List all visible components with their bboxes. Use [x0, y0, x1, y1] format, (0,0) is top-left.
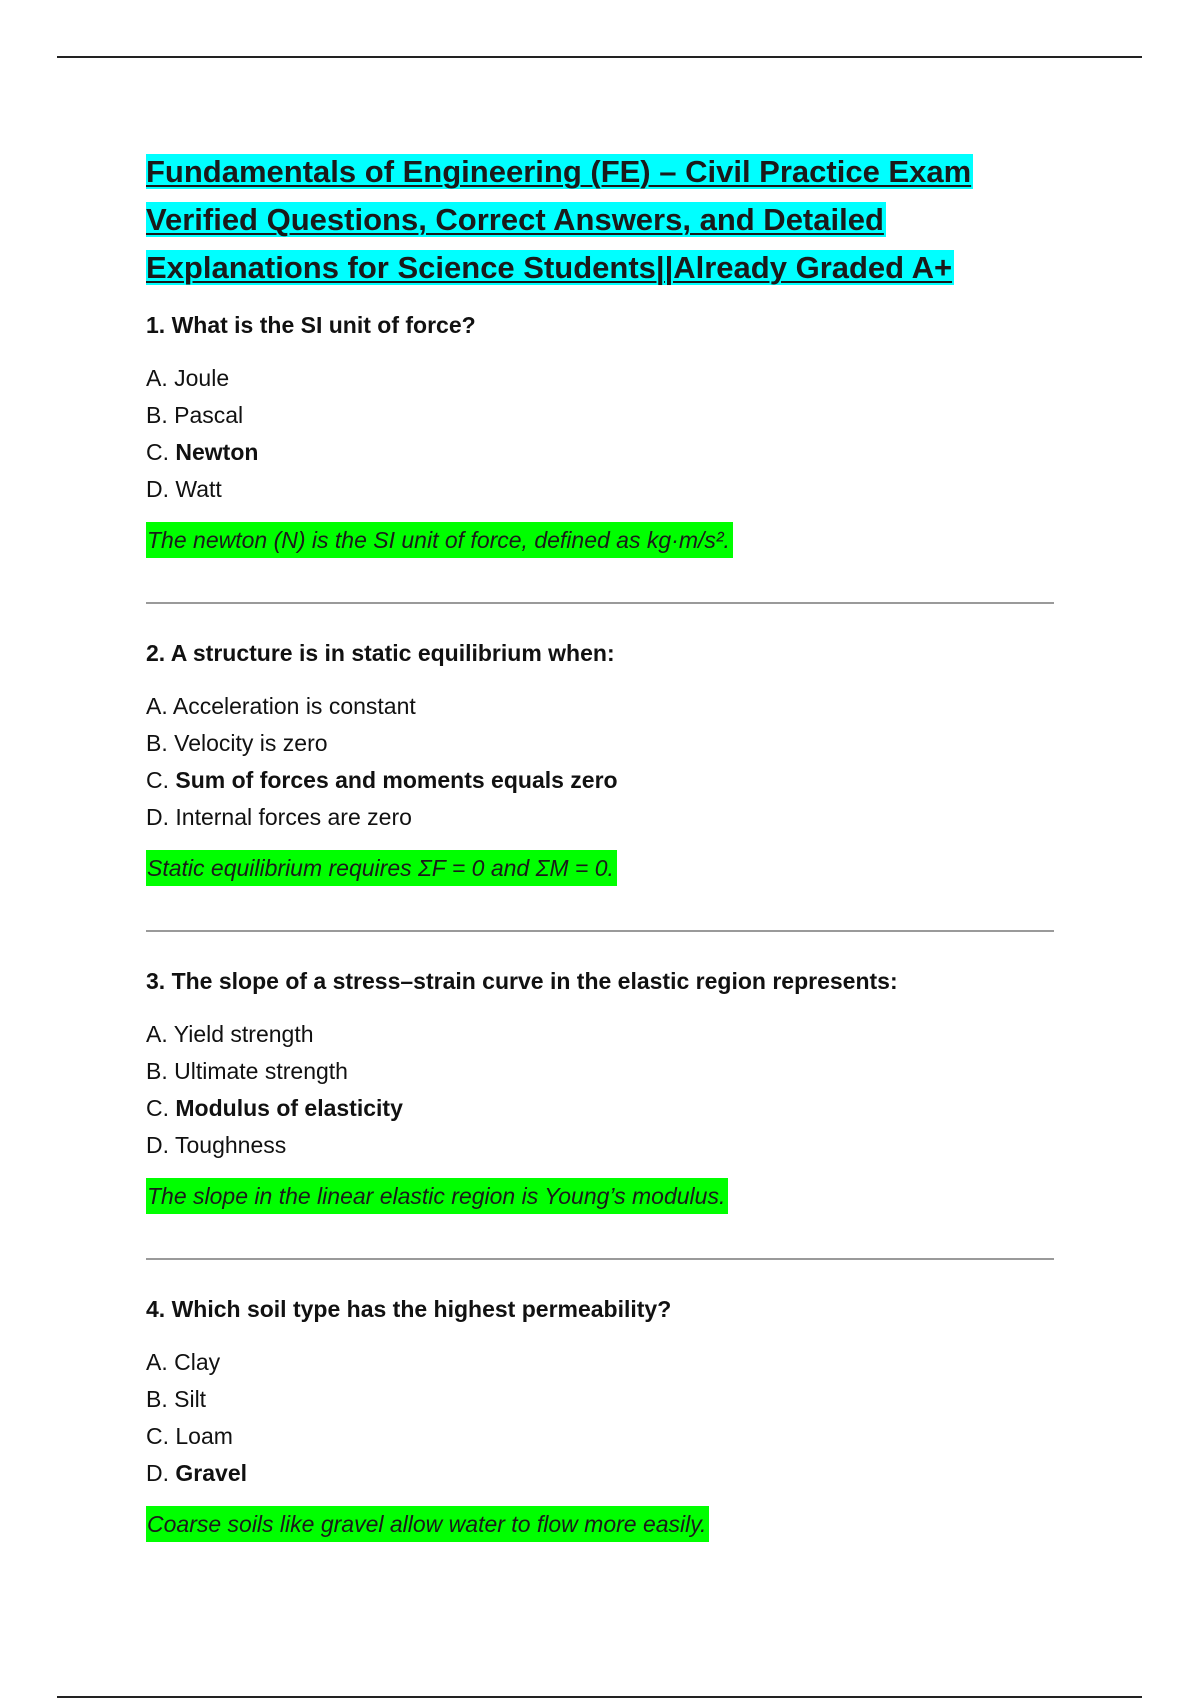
option-d: [146, 471, 1056, 508]
option-prefix: A.: [146, 1021, 174, 1047]
option-c: [146, 1090, 1056, 1127]
option-prefix: B.: [146, 1386, 175, 1412]
answer-options: [146, 360, 1056, 508]
answer-options: [146, 1016, 1056, 1164]
option-prefix: B.: [146, 730, 175, 756]
option-prefix: C.: [146, 1095, 176, 1121]
question-text: 1. What is the SI unit of force?: [146, 312, 476, 338]
option-text: Ultimate strength: [174, 1058, 348, 1084]
option-d: [146, 799, 1056, 836]
option-text: Joule: [174, 365, 230, 391]
option-text: Internal forces are zero: [175, 804, 412, 830]
option-b: [146, 725, 1056, 762]
answer-options: [146, 1344, 1056, 1492]
option-text: Yield strength: [173, 1021, 314, 1047]
section-divider: [146, 1258, 1054, 1260]
question-text: 4. Which soil type has the highest permeability?: [146, 1296, 672, 1322]
option-a: [146, 1016, 1056, 1053]
option-text: Clay: [174, 1349, 221, 1375]
page-bottom-rule: [57, 1696, 1142, 1698]
correct-option-text: Gravel: [175, 1460, 247, 1486]
option-a: [146, 360, 1056, 397]
section-divider: [146, 602, 1054, 604]
title-line: Explanations for Science Students||Already Graded A+: [146, 250, 953, 285]
option-prefix: A.: [146, 693, 173, 719]
option-a: [146, 1344, 1056, 1381]
answer-explanation: Coarse soils like gravel allow water to flow more easily.: [146, 1506, 709, 1542]
option-prefix: A.: [146, 365, 175, 391]
option-a: [146, 688, 1056, 725]
option-prefix: D.: [146, 1132, 175, 1158]
option-b: [146, 1381, 1056, 1418]
question-4: [146, 1294, 1056, 1542]
option-text: Loam: [175, 1423, 233, 1449]
section-divider: [146, 930, 1054, 932]
option-text: Watt: [175, 476, 222, 502]
question-3: [146, 966, 1056, 1214]
title-line: Fundamentals of Engineering (FE) – Civil Practice Exam: [146, 154, 972, 189]
question-1: [146, 310, 1056, 558]
answer-options: [146, 688, 1056, 836]
document-title: [146, 148, 1056, 292]
option-b: [146, 1053, 1056, 1090]
option-prefix: C.: [146, 767, 176, 793]
option-d: [146, 1127, 1056, 1164]
option-prefix: D.: [146, 1460, 176, 1486]
answer-explanation: The slope in the linear elastic region is Young’s modulus.: [146, 1178, 728, 1214]
option-prefix: B.: [146, 1058, 175, 1084]
correct-option-text: Modulus of elasticity: [175, 1095, 403, 1121]
option-prefix: D.: [146, 804, 176, 830]
title-line: Verified Questions, Correct Answers, and Detailed: [146, 202, 884, 237]
correct-option-text: Newton: [175, 439, 259, 465]
option-d: [146, 1455, 1056, 1492]
option-c: [146, 762, 1056, 799]
option-text: Pascal: [174, 402, 244, 428]
correct-option-text: Sum of forces and moments equals zero: [175, 767, 618, 793]
option-c: [146, 434, 1056, 471]
option-text: Acceleration is constant: [172, 693, 416, 719]
option-b: [146, 397, 1056, 434]
option-prefix: C.: [146, 1423, 176, 1449]
question-text: 3. The slope of a stress–strain curve in the elastic region represents:: [146, 968, 898, 994]
option-text: Velocity is zero: [174, 730, 328, 756]
option-prefix: D.: [146, 476, 176, 502]
answer-explanation: The newton (N) is the SI unit of force, defined as kg·m/s².: [146, 522, 733, 558]
answer-explanation: Static equilibrium requires ΣF = 0 and ΣM = 0.: [146, 850, 617, 886]
question-2: [146, 638, 1056, 886]
option-prefix: C.: [146, 439, 176, 465]
option-prefix: A.: [146, 1349, 175, 1375]
document-body: [146, 148, 1056, 1542]
option-text: Silt: [174, 1386, 207, 1412]
option-c: [146, 1418, 1056, 1455]
option-prefix: B.: [146, 402, 175, 428]
question-text: 2. A structure is in static equilibrium when:: [146, 640, 615, 666]
option-text: Toughness: [174, 1132, 287, 1158]
page-top-rule: [57, 56, 1142, 58]
